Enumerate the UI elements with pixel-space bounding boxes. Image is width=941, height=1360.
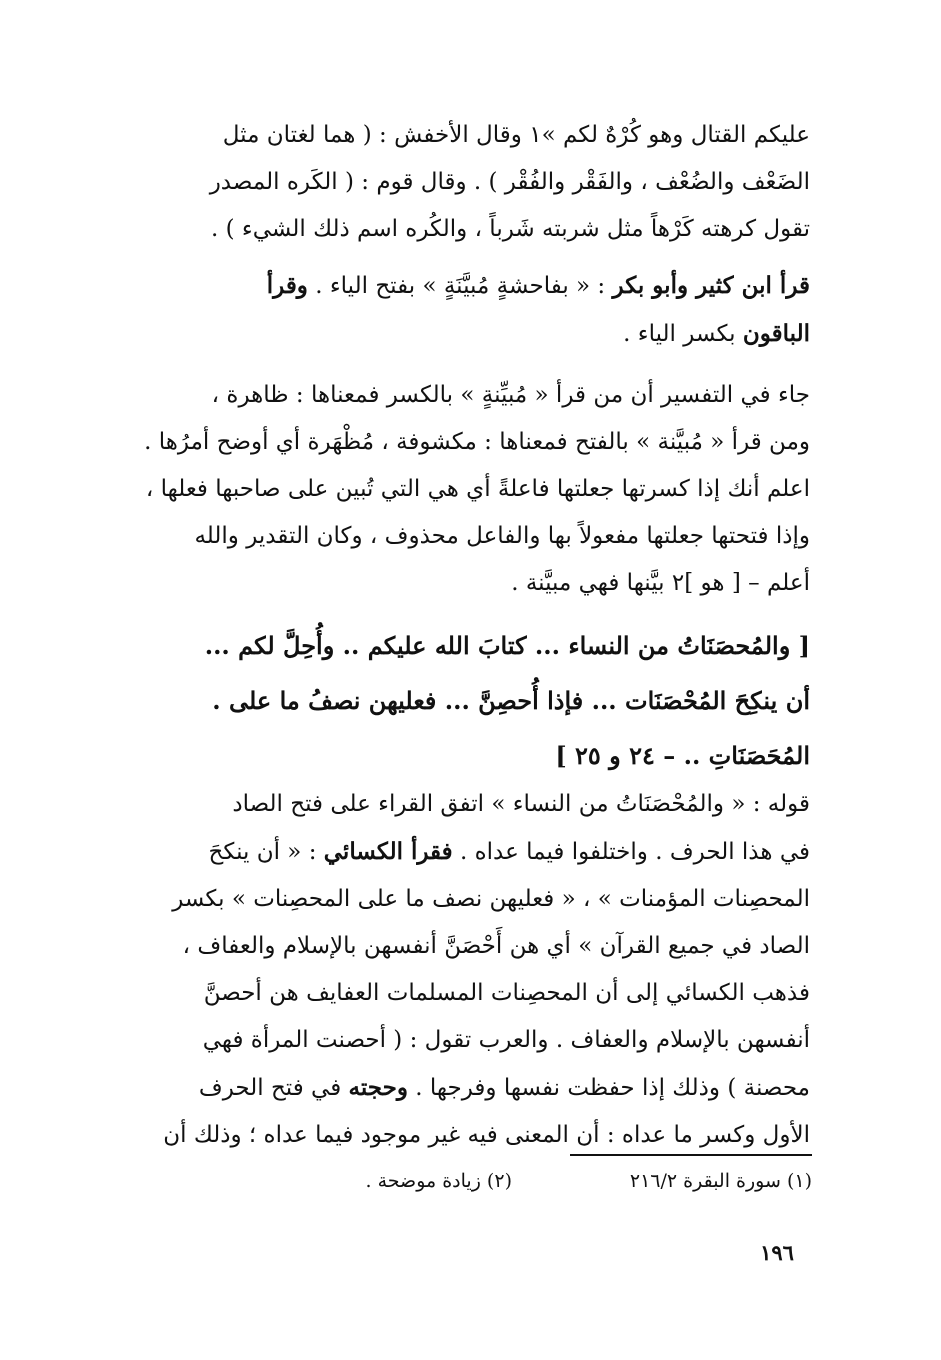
- paragraph-hadith-continuation: [138, 112, 810, 253]
- commentary-text: محصنة ) وذلك إذا حفظت نفسها وفرجها .: [407, 1075, 810, 1101]
- verse-line: أن ينكِحَ المُحْصَنَات ... فإذا أُحصِنَّ ... فعليهن نصفُ ما على .: [212, 686, 810, 715]
- commentary-text: في فتح الحرف: [198, 1075, 349, 1101]
- page-number: ١٩٦: [760, 1240, 794, 1265]
- reader-names: الباقون: [742, 320, 810, 347]
- text-line: قوله : « والمُحْصَنَاتُ من النساء » اتفق القراء على فتح الصاد: [232, 791, 810, 817]
- text-line: [138, 1064, 810, 1112]
- verse-line: [ والمُحصَنَاتُ من النساء ... كتابَ الله عليكم .. وأُحِلَّ لكم ...: [204, 631, 810, 660]
- text-line: [138, 828, 810, 876]
- text-line: المحصِنات المؤمنات » ، « فعليهن نصف ما على المحصِنات » بكسر: [172, 886, 810, 912]
- text-line: [138, 262, 810, 310]
- text-line: أعلم – [ هو ]٢ بيَّنها فهي مبيَّنة .: [511, 570, 810, 596]
- text-line: تقول كرهته كَرْهاً مثل شربته شَرباً ، والكُره اسم ذلك الشيء ) .: [210, 216, 810, 242]
- text-line: جاء في التفسير أن من قرأ « مُبيِّنةٍ » بالكسر فمعناها : ظاهرة ،: [211, 382, 810, 408]
- text-line: الضَعْف والضُعْف ، والفَقْر والفُقْر ) . وقال قوم : ( الكَره المصدر: [209, 169, 810, 195]
- text-line: الأول وكسر ما عداه : أن المعنى فيه غير موجود فيما عداه ؛ وذلك أن: [163, 1122, 810, 1148]
- text-line: [138, 310, 810, 358]
- commentary-text: في هذا الحرف . واختلفوا فيما عداه .: [452, 839, 810, 865]
- argument-label: وحجته: [348, 1074, 408, 1101]
- text-line: ومن قرأ « مُبيَّنة » بالفتح فمعناها : مكشوفة ، مُظْهَرة أي أوضح أمرُها .: [144, 429, 810, 455]
- text-line: اعلم أنك إذا كسرتها جعلتها فاعلةً أي هي التي تُبين على صاحبها فعلها ،: [145, 476, 810, 502]
- paragraph-commentary: [138, 781, 810, 1159]
- footnote-2: (٢) زيادة موضحة .: [365, 1170, 512, 1192]
- footnote-1: (١) سورة البقرة ٢١٦/٢: [629, 1170, 812, 1192]
- verse-line: المُحَصَنَاتِ .. – ٢٤ و ٢٥ ]: [555, 741, 810, 770]
- paragraph-reading-variants: [138, 262, 810, 358]
- text-line: الصاد في جميع القرآن » أي هن أَحْصَنَّ أنفسهن بالإسلام والعفاف ،: [182, 933, 810, 959]
- text-line: عليكم القتال وهو كُرْهٌ لكم »١ وقال الأخفش : ( هما لغتان مثل: [222, 122, 810, 148]
- paragraph-tafsir: [138, 372, 810, 607]
- footnote-divider: [570, 1154, 812, 1156]
- reader-names: وقرأ: [266, 272, 308, 299]
- text-line: وإذا فتحتها جعلتها مفعولاً بها والفاعل محذوف ، وكان التقدير والله: [194, 523, 810, 549]
- text-line: أنفسهن بالإسلام والعفاف . والعرب تقول : ( أحصنت المرأة فهي: [202, 1027, 810, 1053]
- reading-text: : « بفاحشةٍ مُبيَّنَةٍ » بفتح الياء .: [307, 273, 613, 299]
- text-line: فذهب الكسائي إلى أن المحصِنات المسلمات العفايف هن أحصنَّ: [203, 980, 810, 1006]
- reader-names: قرأ ابن كثير وأبو بكر: [612, 272, 810, 299]
- reader-names: فقرأ الكسائي: [323, 838, 453, 865]
- commentary-text: : « أن ينكحَ: [208, 839, 324, 865]
- verse-heading: [138, 618, 810, 783]
- reading-text: بكسر الياء .: [623, 321, 743, 347]
